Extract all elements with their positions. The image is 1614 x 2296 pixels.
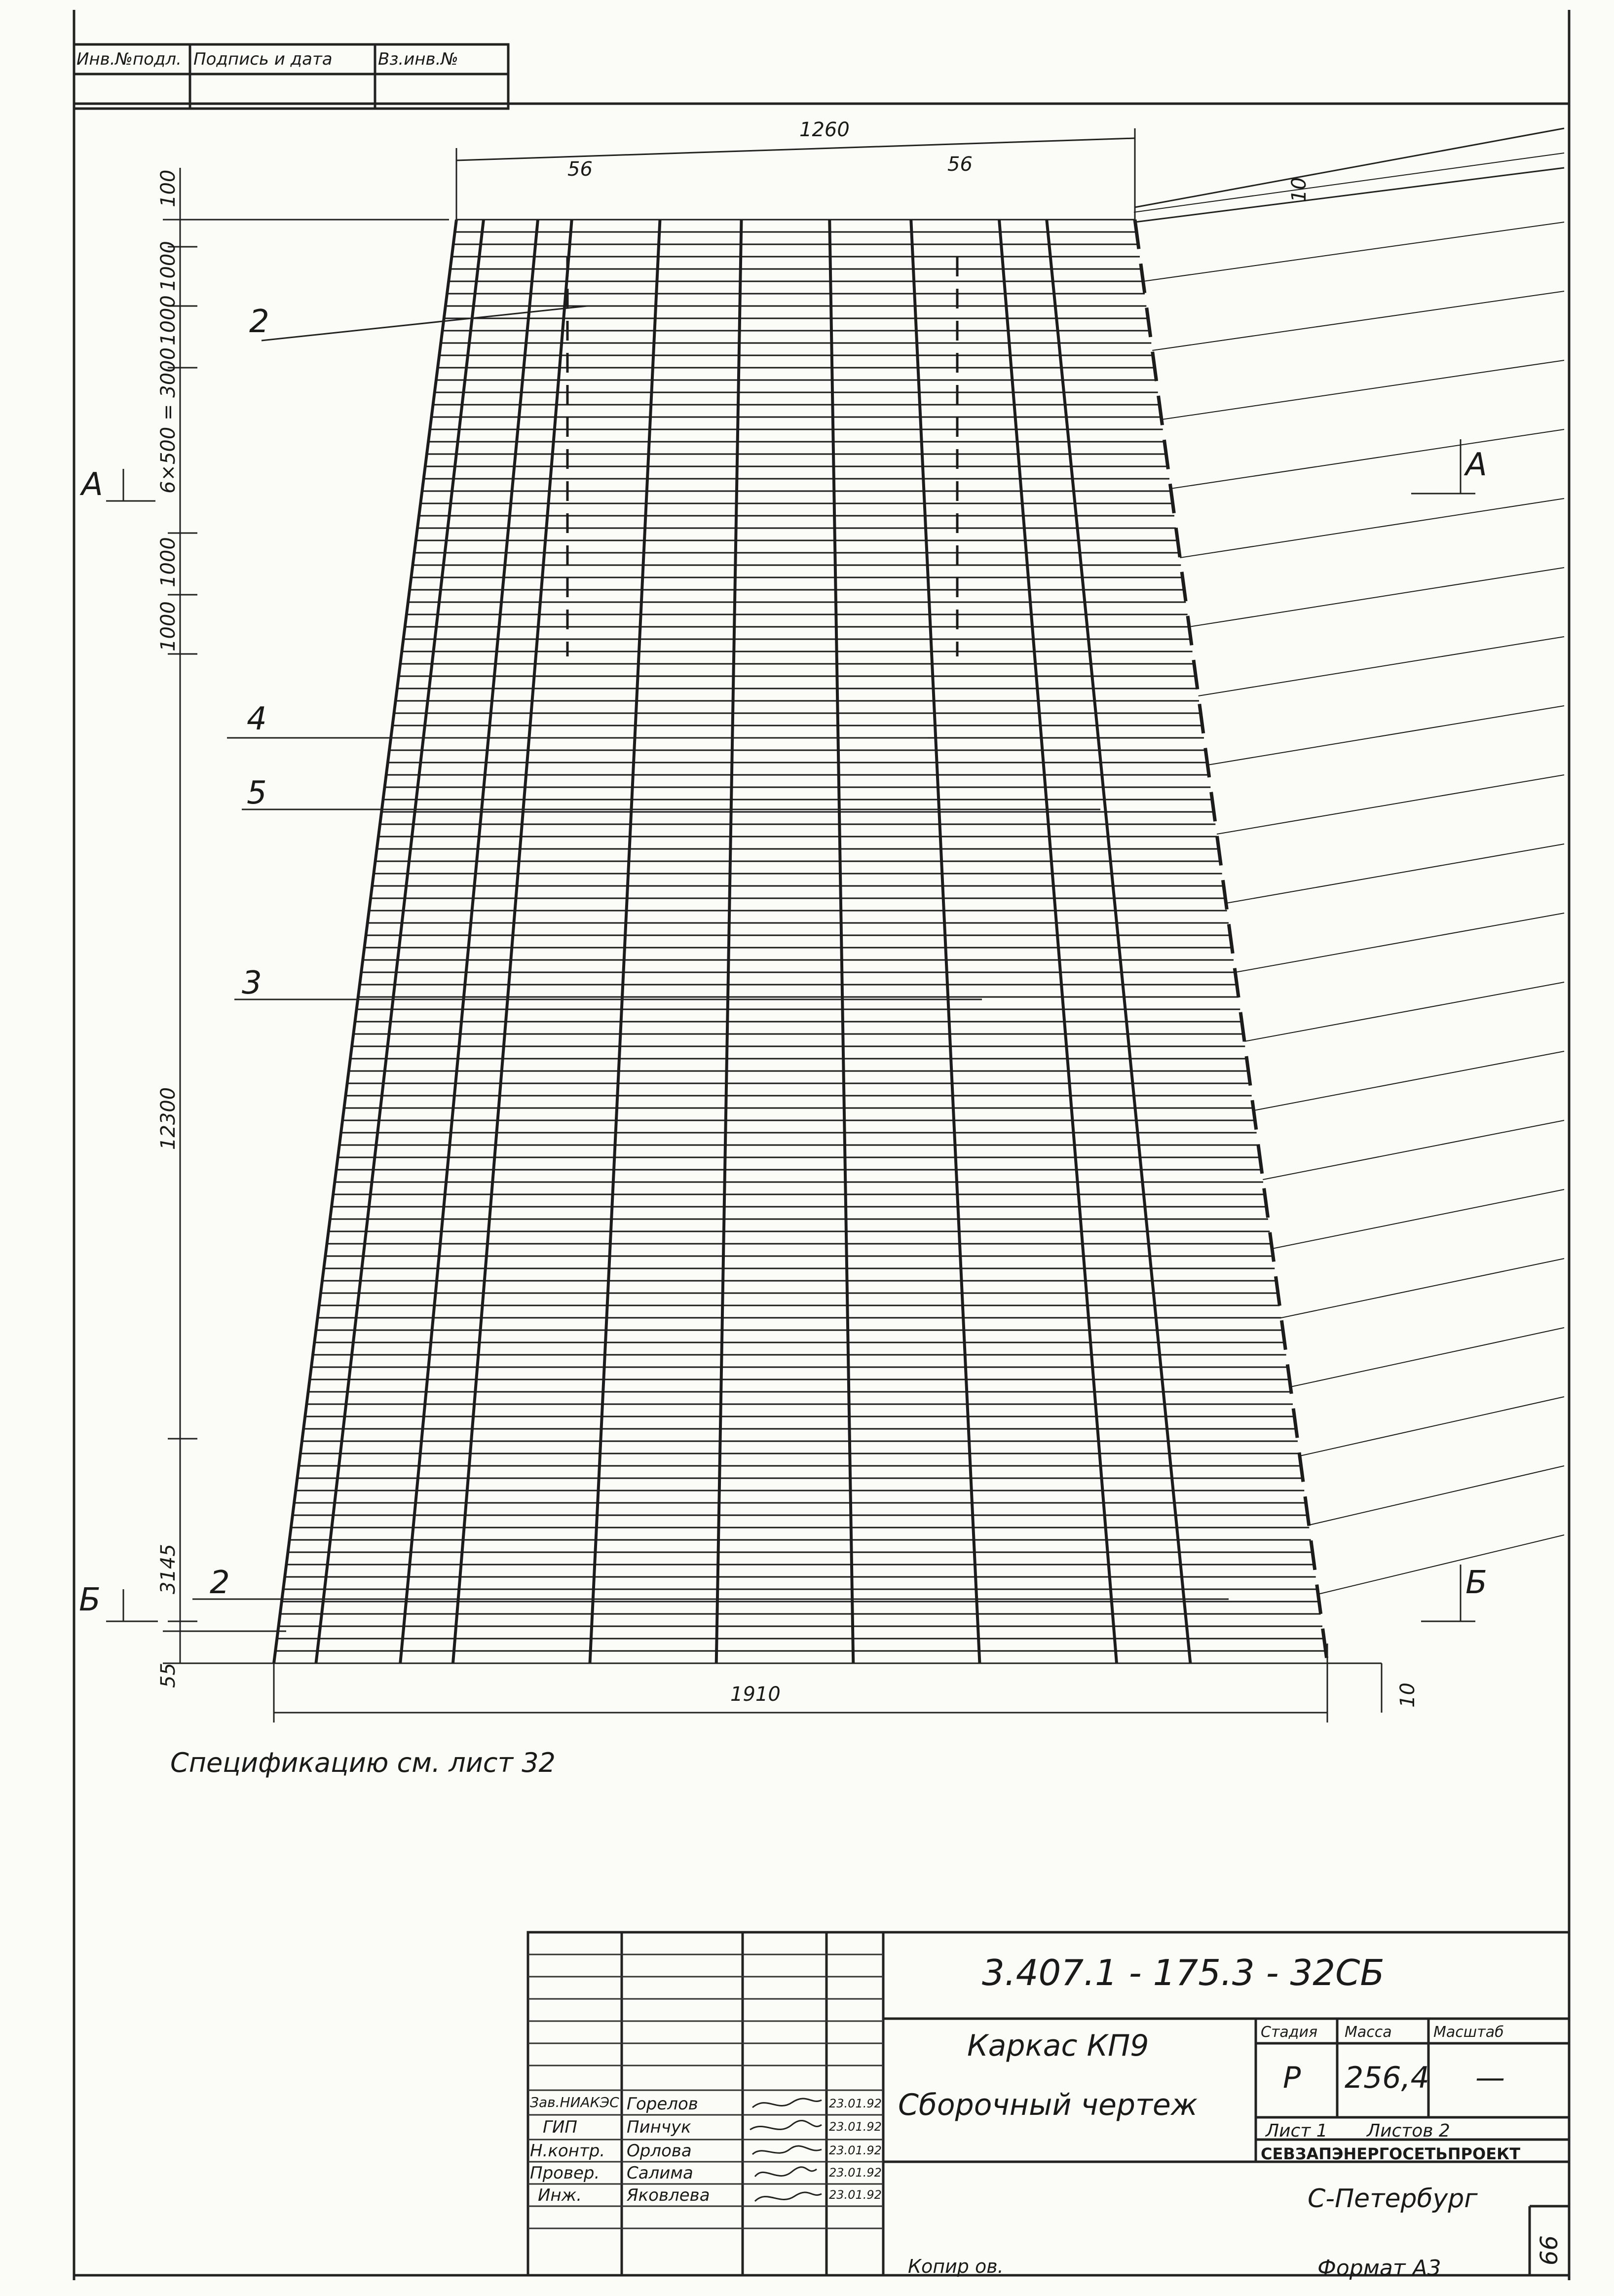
section-a-left: А <box>81 466 103 503</box>
dim-offset-right: 10 <box>1288 177 1311 202</box>
mesh-longitudinal-bar <box>911 220 979 1663</box>
organization-city: С-Петербург <box>1308 2184 1478 2214</box>
copy-note: Копир ов. <box>908 2256 1004 2277</box>
section-b-left: Б <box>79 1582 101 1618</box>
mesh-longitudinal-bar <box>716 220 742 1663</box>
sheet-number: Лист 1 <box>1266 2121 1328 2141</box>
dim-gap-right: 56 <box>947 153 973 176</box>
projection-line <box>1152 291 1564 350</box>
dim-top-width: 1260 <box>799 118 850 141</box>
projection-line <box>1217 775 1564 834</box>
projection-line <box>1143 222 1564 281</box>
projection-line <box>1309 1466 1564 1525</box>
scale-value: — <box>1475 2061 1505 2095</box>
drawing-code: 3.407.1 - 175.3 - 32СБ <box>982 1952 1385 1993</box>
dim-left-6x500: 6×500 = 3000 <box>157 347 180 494</box>
projection-line <box>1180 498 1564 558</box>
projection-line <box>1171 429 1564 489</box>
signer-name: Пинчук <box>627 2117 691 2137</box>
dim-left-100: 100 <box>157 169 180 207</box>
projection-line <box>1281 1259 1564 1318</box>
drawing-name-line2: Сборочный чертеж <box>898 2088 1198 2122</box>
mass-label: Масса <box>1345 2024 1392 2041</box>
position-label-3: 3 <box>242 965 262 1001</box>
mesh-longitudinal-bar <box>316 220 484 1663</box>
signer-role: Инж. <box>538 2185 582 2205</box>
projection-line <box>1318 1535 1564 1594</box>
signer-date: 23.01.92 <box>829 2120 882 2134</box>
signer-name: Горелов <box>627 2094 698 2114</box>
signer-role: ГИП <box>543 2117 577 2137</box>
mesh-longitudinal-bar <box>999 220 1117 1663</box>
dim-left-1000-d: 1000 <box>157 601 180 651</box>
signer-role: Зав.НИАКЭС <box>530 2094 619 2110</box>
specification-note: Спецификацию см. лист 32 <box>170 1747 556 1778</box>
dim-left-1000-a: 1000 <box>157 241 180 291</box>
signer-date: 23.01.92 <box>829 2188 882 2202</box>
dim-left-3145: 3145 <box>157 1544 180 1594</box>
signer-date: 23.01.92 <box>829 2143 882 2157</box>
drawing-name-line1: Каркас КП9 <box>967 2028 1149 2063</box>
mesh-longitudinal-bar <box>274 220 456 1663</box>
position-label-2-bottom: 2 <box>210 1565 230 1601</box>
signer-name: Орлова <box>627 2141 692 2161</box>
section-a-right: А <box>1465 447 1487 483</box>
dim-bottom-offset: 10 <box>1396 1683 1419 1708</box>
projection-line <box>1272 1189 1564 1249</box>
dim-left-12300: 12300 <box>157 1087 180 1150</box>
format-note: Формат А3 <box>1317 2256 1441 2281</box>
projection-line <box>1254 1051 1564 1110</box>
position-label-2-top: 2 <box>249 304 269 340</box>
section-b-right: Б <box>1465 1565 1487 1601</box>
stage-label: Стадия <box>1261 2024 1318 2041</box>
scale-label: Масштаб <box>1433 2024 1504 2041</box>
sheets-total: Листов 2 <box>1367 2121 1450 2141</box>
mesh-longitudinal-bar <box>1047 220 1190 1663</box>
projection-line <box>1263 1120 1564 1180</box>
mesh-longitudinal-bar <box>453 220 572 1663</box>
signer-role: Н.контр. <box>530 2141 605 2161</box>
organization-name: СЕВЗАПЭНЕРГОСЕТЬПРОЕКТ <box>1261 2144 1521 2163</box>
mesh-hidden-edge <box>1135 220 1327 1663</box>
projection-line <box>1199 637 1564 696</box>
projection-line <box>1244 982 1564 1041</box>
dim-left-1000-b: 1000 <box>157 295 180 345</box>
projection-line <box>1134 153 1564 212</box>
dim-left-55: 55 <box>157 1663 180 1688</box>
mass-value: 256,4 <box>1345 2061 1429 2095</box>
mesh-longitudinal-bar <box>829 220 853 1663</box>
signer-date: 23.01.92 <box>829 2097 882 2110</box>
signer-role: Провер. <box>530 2163 600 2183</box>
projection-line <box>1226 844 1564 903</box>
stamp-signature-date-label: Подпись и дата <box>193 49 333 69</box>
projection-line <box>1162 360 1564 420</box>
projection-line <box>1290 1328 1564 1387</box>
dim-left-1000-c: 1000 <box>157 537 180 587</box>
projection-line <box>1300 1397 1564 1456</box>
page-side-number: 66 <box>1536 2235 1563 2265</box>
stage-value: Р <box>1283 2061 1301 2095</box>
projection-line <box>1189 568 1564 627</box>
dim-bottom-width: 1910 <box>730 1683 781 1706</box>
signature-scribbles <box>743 2090 826 2228</box>
position-label-4: 4 <box>247 701 267 737</box>
signer-name: Салима <box>627 2163 693 2183</box>
position-label-5: 5 <box>247 775 267 811</box>
stamp-inv-number-label: Инв.№подл. <box>76 49 182 69</box>
signer-date: 23.01.92 <box>829 2166 882 2180</box>
projection-line <box>1207 706 1564 765</box>
projection-line <box>1235 913 1564 972</box>
mesh-longitudinal-bar <box>400 220 538 1663</box>
mesh-longitudinal-bar <box>590 220 660 1663</box>
dim-gap-left: 56 <box>567 158 593 181</box>
signer-name: Яковлева <box>627 2185 710 2205</box>
stamp-replacement-inv-label: Вз.инв.№ <box>378 49 458 69</box>
